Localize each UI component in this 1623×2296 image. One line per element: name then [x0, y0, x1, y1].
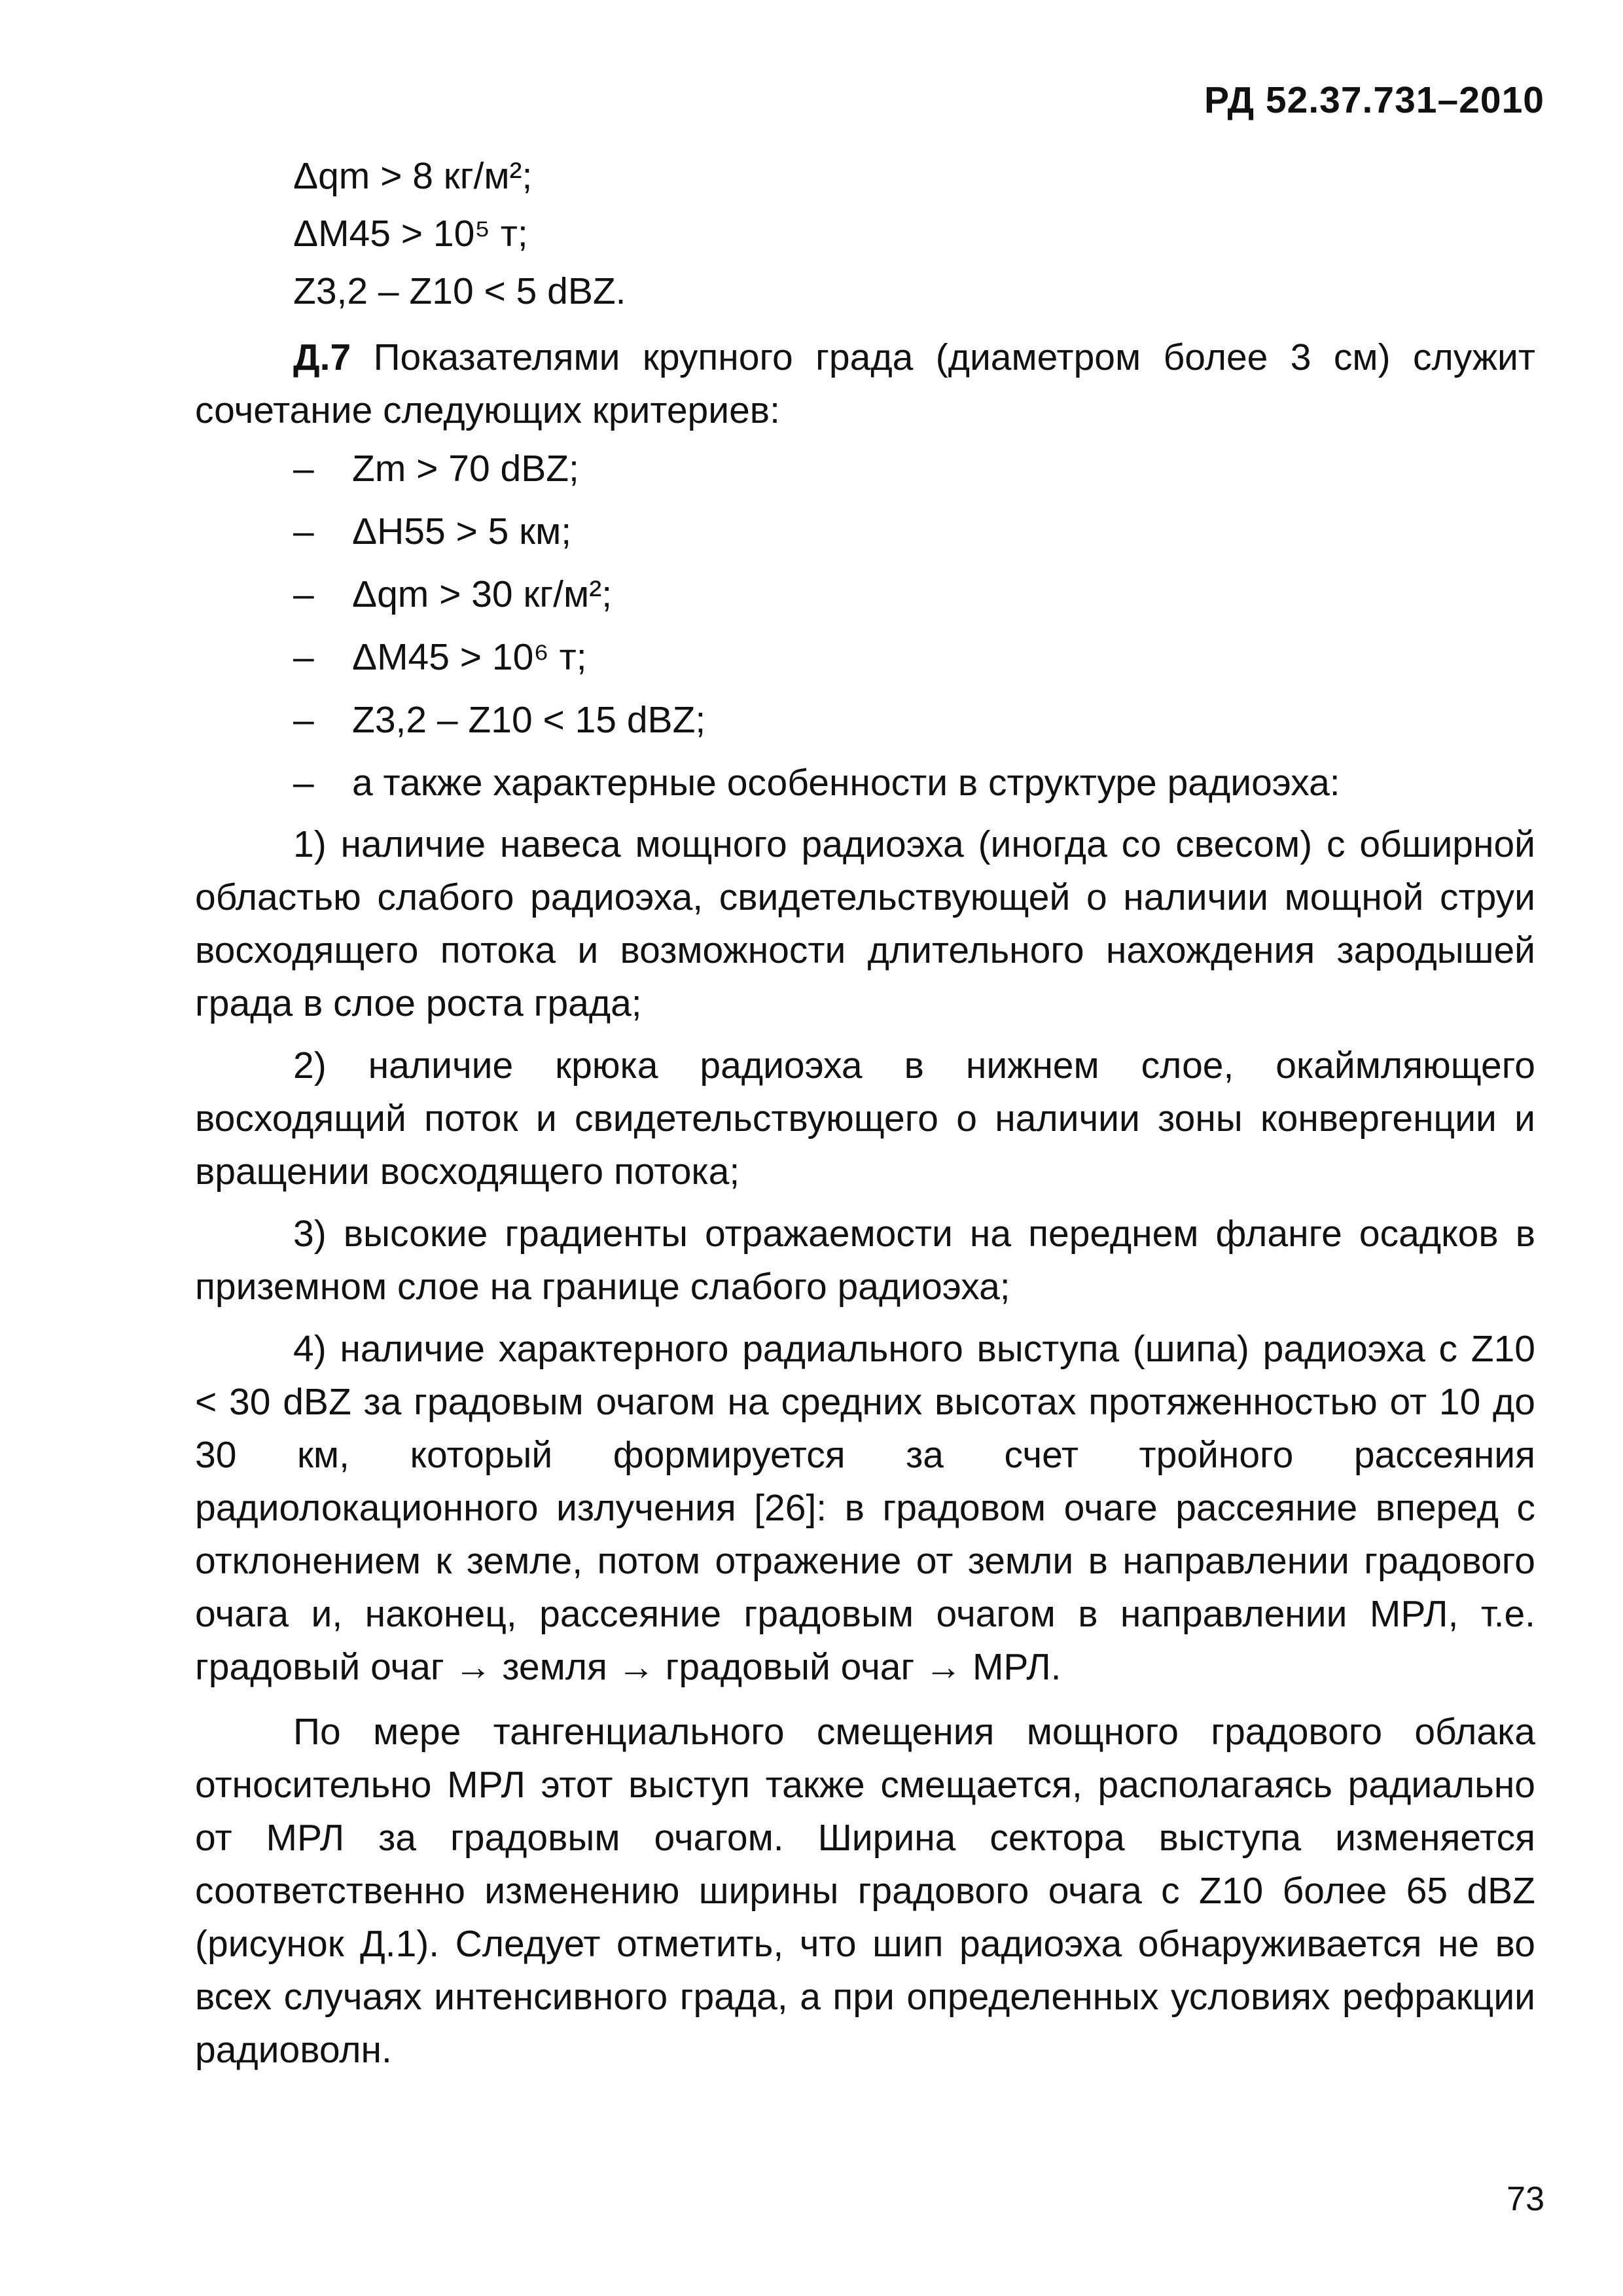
- criteria-list-item: [293, 689, 1535, 751]
- criteria-list: [195, 437, 1535, 814]
- criteria-text: а также характерные особенности в структуре радиоэха:: [352, 762, 1340, 804]
- criteria-text: Δqm > 30 кг/м²;: [352, 573, 613, 615]
- numbered-item: 2) наличие крюка радиоэха в нижнем слое, окаймляющего восходящий поток и свидетельствующего о наличии зоны конвергенции и вращении восходящего потока;: [195, 1045, 1535, 1193]
- criterion-line: Δqm > 8 кг/м²;: [293, 155, 533, 197]
- section-intro-text: Показателями крупного града (диаметром более 3 см) служит сочетание следующих критериев:: [195, 336, 1546, 431]
- numbered-item: 4) наличие характерного радиального выступа (шипа) радиоэха с Z10 < 30 dBZ за градовым очагом на средних высотах протяженностью от 10 до 30 км, который формируется за счет тройного рассеяния радиолокационного излучения [26]: в градовом очаге рассеяние вперед с отклонением к земле, потом отражение от земли в направлении градового очага и, наконец, рассеяние градовым очагом в направлении МРЛ, т.е. градовый очаг → земля → градовый очаг → МРЛ.: [195, 1328, 1535, 1688]
- dash-bullet: –: [293, 573, 314, 615]
- criterion-line: ΔM45 > 10⁵ т;: [293, 213, 528, 255]
- numbered-item: 1) наличие навеса мощного радиоэха (иногда со свесом) с обширной областью слабого радиоэха, свидетельствующей о наличии мощной струи восходящего потока и возможности длительного нахождения зародышей града в слое роста града;: [195, 823, 1535, 1024]
- section-d7-intro: [195, 331, 1546, 437]
- dash-bullet: –: [293, 699, 314, 741]
- criteria-list-item: [293, 563, 1535, 626]
- section-number: Д.7: [293, 336, 351, 378]
- numbered-features: [195, 818, 1535, 1694]
- page-number: 73: [1507, 2180, 1544, 2218]
- criteria-list-item: [293, 626, 1535, 689]
- criteria-text: Zm > 70 dBZ;: [352, 448, 579, 490]
- page-content: [195, 151, 1546, 2077]
- criteria-list-item: [293, 751, 1535, 814]
- dash-bullet: –: [293, 448, 314, 490]
- dash-bullet: –: [293, 511, 314, 552]
- document-code: РД 52.37.731–2010: [1204, 79, 1544, 121]
- dash-bullet: –: [293, 762, 314, 804]
- criterion-line: Z3,2 – Z10 < 5 dBZ.: [293, 270, 626, 312]
- closing-paragraph: По мере тангенциального смещения мощного градового облака относительно МРЛ этот выступ также смещается, располагаясь радиально от МРЛ за градовым очагом. Ширина сектора выступа изменяется соответственно изменению ширины градового очага с Z10 более 65 dBZ (рисунок Д.1). Следует отметить, что шип радиоэха обнаруживается не во всех случаях интенсивного града, а при определенных условиях рефракции радиоволн.: [195, 1711, 1535, 2071]
- criteria-list-item: [293, 500, 1535, 563]
- criteria-text: Z3,2 – Z10 < 15 dBZ;: [352, 699, 706, 741]
- criteria-text: ΔM45 > 10⁶ т;: [352, 636, 587, 678]
- criteria-top-block: [293, 151, 1535, 317]
- dash-bullet: –: [293, 636, 314, 678]
- criteria-text: ΔH55 > 5 км;: [352, 511, 572, 552]
- criteria-list-item: [293, 437, 1535, 500]
- numbered-item: 3) высокие градиенты отражаемости на переднем фланге осадков в приземном слое на границе слабого радиоэха;: [195, 1213, 1535, 1308]
